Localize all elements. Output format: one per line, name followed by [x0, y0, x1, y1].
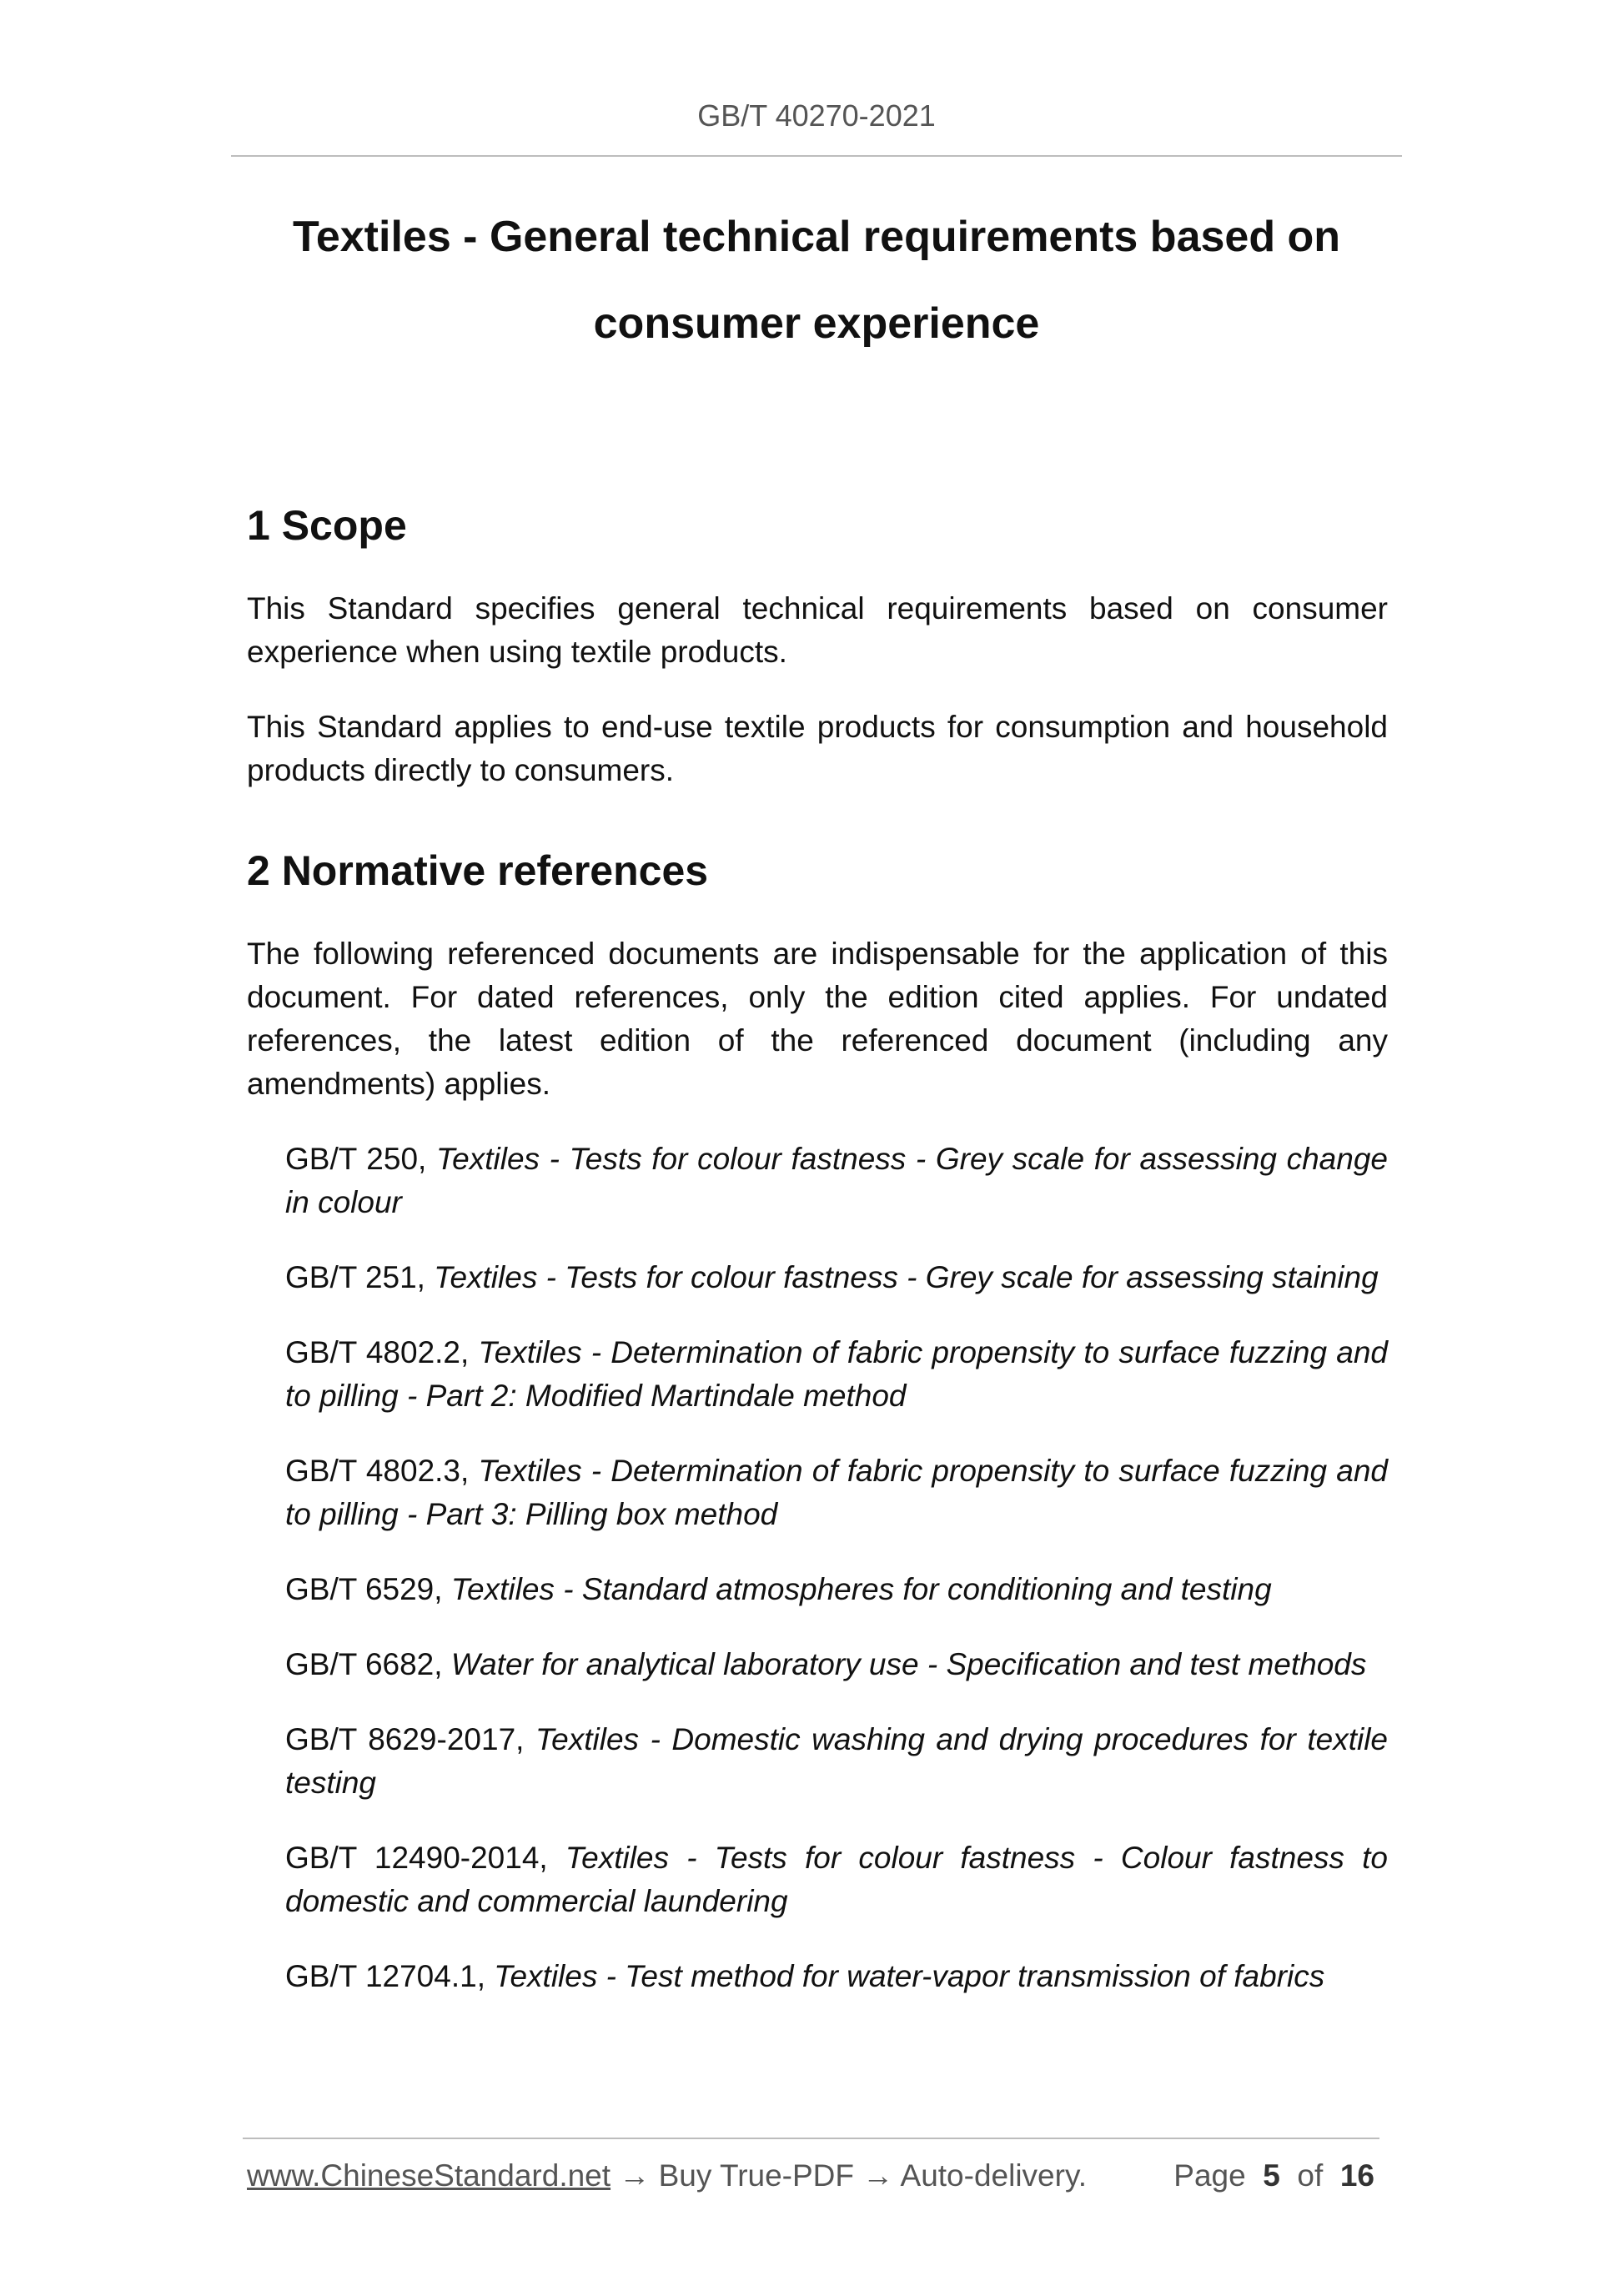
reference-code: GB/T 12490-2014, — [285, 1841, 565, 1875]
reference-title: Water for analytical laboratory use - Specification and test methods — [450, 1647, 1367, 1681]
reference-item — [285, 1643, 1388, 1686]
reference-code: GB/T 250, — [285, 1142, 436, 1176]
header-divider — [231, 155, 1402, 157]
reference-list — [247, 1138, 1388, 1998]
page-of-label: of — [1297, 2158, 1324, 2193]
reference-code: GB/T 4802.2, — [285, 1335, 479, 1369]
reference-item — [285, 1568, 1388, 1611]
reference-title: Textiles - Domestic washing and drying procedures for textile testing — [285, 1722, 1388, 1800]
page-indicator — [1173, 2158, 1374, 2193]
reference-title: Textiles - Tests for colour fastness - Colour fastness to domestic and commercial laundering — [285, 1841, 1388, 1918]
footer-promo-text: → Buy True-PDF → Auto-delivery. — [611, 2158, 1087, 2193]
scope-paragraph-1: This Standard specifies general technical requirements based on consumer experience when using textile products. — [247, 591, 1388, 669]
reference-title: Textiles - Determination of fabric propensity to surface fuzzing and to pilling - Part 3: Pilling box method — [285, 1454, 1388, 1531]
title-line-1: Textiles - General technical requirements based on — [292, 213, 1341, 261]
reference-item — [285, 1138, 1388, 1224]
reference-title: Textiles - Standard atmospheres for conditioning and testing — [450, 1572, 1272, 1606]
page-footer — [247, 2158, 1379, 2193]
reference-title: Textiles - Test method for water-vapor transmission of fabrics — [494, 1959, 1325, 1993]
page-number: 5 — [1263, 2158, 1280, 2193]
title-line-2: consumer experience — [593, 299, 1040, 348]
running-header: GB/T 40270-2021 — [697, 98, 936, 133]
reference-title: Textiles - Tests for colour fastness - Grey scale for assessing staining — [434, 1260, 1379, 1294]
section-heading-scope: 1 Scope — [247, 502, 407, 549]
reference-item — [285, 1331, 1388, 1418]
reference-item — [285, 1718, 1388, 1805]
reference-code: GB/T 251, — [285, 1260, 435, 1294]
section-heading-normative-references: 2 Normative references — [247, 847, 709, 894]
website-link[interactable]: www.ChineseStandard.net — [247, 2158, 611, 2193]
reference-code: GB/T 8629-2017, — [285, 1722, 535, 1756]
reference-item — [285, 1836, 1388, 1923]
reference-code: GB/T 6529, — [285, 1572, 451, 1606]
reference-item — [285, 1449, 1388, 1536]
footer-divider — [243, 2138, 1379, 2139]
normative-intro-paragraph: The following referenced documents are indispensable for the application of this document. For dated references, only the edition cited applies. For undated references, the latest edition of the referenced document (including any amendments) applies. — [247, 937, 1388, 1101]
scope-paragraph-2: This Standard applies to end-use textile products for consumption and household products directly to consumers. — [247, 710, 1388, 787]
reference-item — [285, 1955, 1388, 1998]
document-title — [231, 193, 1402, 367]
reference-code: GB/T 12704.1, — [285, 1959, 495, 1993]
reference-code: GB/T 6682, — [285, 1647, 451, 1681]
reference-item — [285, 1256, 1388, 1299]
reference-code: GB/T 4802.3, — [285, 1454, 479, 1488]
main-content — [247, 492, 1388, 2030]
page-total: 16 — [1339, 2158, 1374, 2193]
reference-title: Textiles - Tests for colour fastness - Grey scale for assessing change in colour — [285, 1142, 1388, 1219]
reference-title: Textiles - Determination of fabric propensity to surface fuzzing and to pilling - Part 2: Modified Martindale method — [285, 1335, 1388, 1413]
page-label: Page — [1173, 2158, 1246, 2193]
